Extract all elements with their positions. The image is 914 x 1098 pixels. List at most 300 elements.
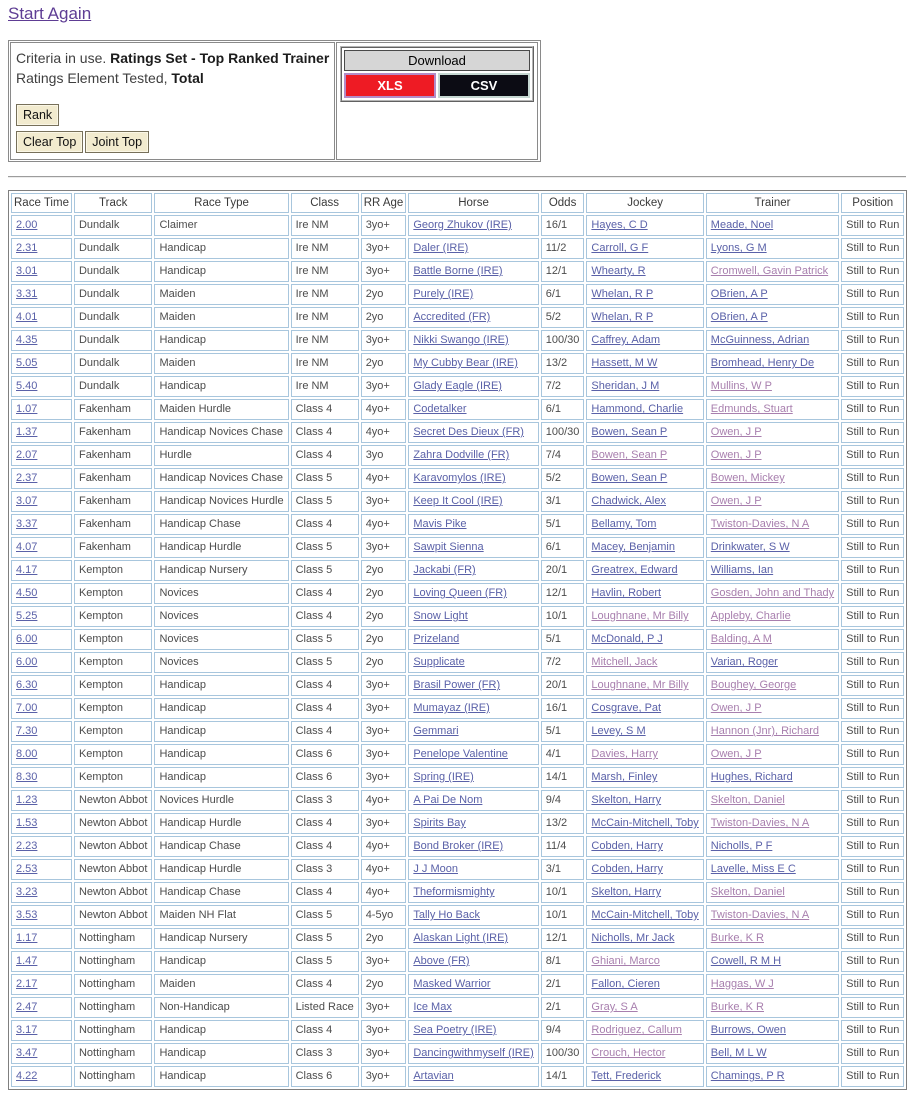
race-time-cell (11, 422, 72, 443)
trainer-cell (706, 928, 839, 949)
jockey-link[interactable]: Hassett, M W (591, 357, 658, 369)
race-time-cell (11, 629, 72, 650)
table-row (11, 698, 904, 719)
horse-link[interactable]: My Cubby Bear (IRE) (413, 357, 518, 369)
race-time-link[interactable]: 4.07 (16, 541, 38, 553)
rr-age-cell: 4yo+ (361, 422, 407, 443)
race-time-link[interactable]: 3.47 (16, 1047, 38, 1059)
race-time-cell (11, 583, 72, 604)
race-time-link[interactable]: 2.53 (16, 863, 38, 875)
race-time-link[interactable]: 7.00 (16, 702, 38, 714)
download-csv-button[interactable]: CSV (438, 73, 530, 98)
odds-cell: 5/1 (541, 721, 585, 742)
race-time-link[interactable]: 4.22 (16, 1070, 38, 1082)
jockey-cell (586, 905, 703, 926)
race-time-link[interactable]: 6.00 (16, 633, 38, 645)
trainer-link[interactable]: Bell, M L W (710, 1047, 767, 1059)
jockey-link[interactable]: Bowen, Sean P (591, 472, 668, 484)
track-cell: Fakenham (74, 399, 153, 420)
race-time-link[interactable]: 1.53 (16, 817, 38, 829)
position-cell: Still to Run (841, 698, 904, 719)
trainer-link[interactable]: Bowen, Mickey (710, 472, 785, 484)
race-time-cell (11, 445, 72, 466)
race-time-cell (11, 1020, 72, 1041)
race-time-link[interactable]: 5.05 (16, 357, 38, 369)
track-cell: Kempton (74, 629, 153, 650)
trainer-link[interactable]: Skelton, Daniel (710, 794, 785, 806)
horse-link[interactable]: Mavis Pike (413, 518, 467, 530)
jockey-link[interactable]: Cobden, Harry (591, 863, 663, 875)
track-cell: Nottingham (74, 1066, 153, 1087)
rr-age-cell: 3yo+ (361, 491, 407, 512)
trainer-link[interactable]: Boughey, George (710, 679, 797, 691)
jockey-link[interactable]: Bowen, Sean P (591, 449, 668, 461)
horse-link[interactable]: Artavian (413, 1070, 454, 1082)
horse-link[interactable]: Above (FR) (413, 955, 470, 967)
column-header-rr-age: RR Age (361, 193, 407, 213)
horse-cell (408, 583, 538, 604)
race-time-cell (11, 859, 72, 880)
class-cell: Ire NM (291, 238, 359, 259)
jockey-cell (586, 238, 703, 259)
rr-age-cell: 2yo (361, 974, 407, 995)
race-time-link[interactable]: 2.47 (16, 1001, 38, 1013)
jockey-cell (586, 376, 703, 397)
race-time-cell (11, 698, 72, 719)
horse-link[interactable]: Tally Ho Back (413, 909, 480, 921)
horse-link[interactable]: Sawpit Sienna (413, 541, 484, 553)
jockey-link[interactable]: Cobden, Harry (591, 840, 663, 852)
race-time-link[interactable]: 2.07 (16, 449, 38, 461)
rr-age-cell: 3yo+ (361, 698, 407, 719)
trainer-cell (706, 859, 839, 880)
jockey-cell (586, 790, 703, 811)
trainer-link[interactable]: Appleby, Charlie (710, 610, 791, 622)
class-cell: Ire NM (291, 284, 359, 305)
table-row (11, 560, 904, 581)
rr-age-cell: 3yo+ (361, 261, 407, 282)
rr-age-cell: 3yo+ (361, 951, 407, 972)
jockey-link[interactable]: Hayes, C D (591, 219, 648, 231)
trainer-cell (706, 445, 839, 466)
race-time-cell (11, 836, 72, 857)
rr-age-cell: 2yo (361, 353, 407, 374)
trainer-cell (706, 284, 839, 305)
horse-cell (408, 859, 538, 880)
jockey-cell (586, 675, 703, 696)
jockey-link[interactable]: Nicholls, Mr Jack (591, 932, 675, 944)
race-time-link[interactable]: 1.23 (16, 794, 38, 806)
jockey-link[interactable]: Whelan, R P (591, 311, 654, 323)
race-time-link[interactable]: 8.30 (16, 771, 38, 783)
position-cell: Still to Run (841, 744, 904, 765)
jockey-link[interactable]: Bowen, Sean P (591, 426, 668, 438)
trainer-link[interactable]: Lyons, G M (710, 242, 767, 254)
jockey-link[interactable]: Whearty, R (591, 265, 646, 277)
rr-age-cell: 3yo+ (361, 1020, 407, 1041)
horse-link[interactable]: A Pai De Nom (413, 794, 483, 806)
trainer-link[interactable]: Cromwell, Gavin Patrick (710, 265, 829, 277)
race-type-cell: Hurdle (154, 445, 288, 466)
trainer-cell (706, 399, 839, 420)
race-type-cell: Handicap (154, 330, 288, 351)
horse-link[interactable]: Battle Borne (IRE) (413, 265, 503, 277)
race-type-cell: Handicap (154, 376, 288, 397)
class-cell: Class 5 (291, 468, 359, 489)
jockey-link[interactable]: Davies, Harry (591, 748, 659, 760)
trainer-link[interactable]: Burke, K R (710, 932, 764, 944)
position-cell: Still to Run (841, 721, 904, 742)
horse-link[interactable]: Theformismighty (413, 886, 495, 898)
race-time-link[interactable]: 4.50 (16, 587, 38, 599)
jockey-link[interactable]: Chadwick, Alex (591, 495, 666, 507)
trainer-link[interactable]: Drinkwater, S W (710, 541, 790, 553)
horse-link[interactable]: Daler (IRE) (413, 242, 469, 254)
horse-link[interactable]: Codetalker (413, 403, 467, 415)
table-row (11, 721, 904, 742)
race-time-link[interactable]: 8.00 (16, 748, 38, 760)
jockey-link[interactable]: Marsh, Finley (591, 771, 658, 783)
race-time-link[interactable]: 2.23 (16, 840, 38, 852)
odds-cell: 6/1 (541, 537, 585, 558)
horse-cell (408, 376, 538, 397)
table-row (11, 330, 904, 351)
race-time-cell (11, 261, 72, 282)
position-cell: Still to Run (841, 882, 904, 903)
race-table (8, 190, 907, 1090)
odds-cell: 2/1 (541, 974, 585, 995)
trainer-cell (706, 974, 839, 995)
position-cell: Still to Run (841, 859, 904, 880)
race-time-cell (11, 675, 72, 696)
column-header-race-time: Race Time (11, 193, 72, 213)
jockey-cell (586, 836, 703, 857)
class-cell: Class 5 (291, 951, 359, 972)
race-time-link[interactable]: 1.17 (16, 932, 38, 944)
trainer-link[interactable]: Burrows, Owen (710, 1024, 786, 1036)
horse-link[interactable]: Supplicate (413, 656, 465, 668)
position-cell: Still to Run (841, 353, 904, 374)
trainer-link[interactable]: Hannon (Jnr), Richard (710, 725, 820, 737)
race-time-link[interactable]: 7.30 (16, 725, 38, 737)
position-cell: Still to Run (841, 284, 904, 305)
jockey-cell (586, 721, 703, 742)
table-row (11, 1066, 904, 1087)
jockey-link[interactable]: Loughnane, Mr Billy (591, 610, 689, 622)
horse-link[interactable]: Gemmari (413, 725, 459, 737)
jockey-cell (586, 1066, 703, 1087)
horse-link[interactable]: Bond Broker (IRE) (413, 840, 504, 852)
table-row (11, 859, 904, 880)
race-time-cell (11, 974, 72, 995)
jockey-cell (586, 1043, 703, 1064)
position-cell: Still to Run (841, 974, 904, 995)
odds-cell: 7/2 (541, 652, 585, 673)
jockey-link[interactable]: Greatrex, Edward (591, 564, 678, 576)
race-time-cell (11, 813, 72, 834)
jockey-link[interactable]: Havlin, Robert (591, 587, 662, 599)
table-row (11, 353, 904, 374)
class-cell: Class 3 (291, 1043, 359, 1064)
race-type-cell: Novices (154, 652, 288, 673)
race-time-link[interactable]: 3.53 (16, 909, 38, 921)
jockey-link[interactable]: Carroll, G F (591, 242, 649, 254)
horse-link[interactable]: Mumayaz (IRE) (413, 702, 490, 714)
race-time-link[interactable]: 2.17 (16, 978, 38, 990)
rr-age-cell: 4yo+ (361, 514, 407, 535)
race-time-link[interactable]: 6.30 (16, 679, 38, 691)
table-row (11, 836, 904, 857)
jockey-link[interactable]: Crouch, Hector (591, 1047, 666, 1059)
jockey-link[interactable]: Hammond, Charlie (591, 403, 684, 415)
rr-age-cell: 3yo+ (361, 1066, 407, 1087)
jockey-link[interactable]: McDonald, P J (591, 633, 663, 645)
horse-link[interactable]: Accredited (FR) (413, 311, 491, 323)
trainer-link[interactable]: Bromhead, Henry De (710, 357, 815, 369)
jockey-cell (586, 330, 703, 351)
trainer-link[interactable]: McGuinness, Adrian (710, 334, 810, 346)
jockey-link[interactable]: Caffrey, Adam (591, 334, 661, 346)
race-time-link[interactable]: 2.00 (16, 219, 38, 231)
trainer-cell (706, 537, 839, 558)
trainer-link[interactable]: Nicholls, P F (710, 840, 773, 852)
trainer-link[interactable]: Williams, Ian (710, 564, 774, 576)
horse-link[interactable]: Purely (IRE) (413, 288, 474, 300)
race-type-cell: Maiden (154, 353, 288, 374)
race-time-link[interactable]: 5.40 (16, 380, 38, 392)
trainer-link[interactable]: Owen, J P (710, 426, 762, 438)
trainer-link[interactable]: Meade, Noel (710, 219, 774, 231)
trainer-link[interactable]: Owen, J P (710, 449, 762, 461)
horse-link[interactable]: Snow Light (413, 610, 468, 622)
odds-cell: 100/30 (541, 422, 585, 443)
class-cell: Class 4 (291, 445, 359, 466)
horse-link[interactable]: Ice Max (413, 1001, 452, 1013)
horse-link[interactable]: J J Moon (413, 863, 458, 875)
jockey-link[interactable]: Sheridan, J M (591, 380, 660, 392)
horse-link[interactable]: Dancingwithmyself (IRE) (413, 1047, 534, 1059)
race-type-cell: Handicap Novices Hurdle (154, 491, 288, 512)
race-time-cell (11, 468, 72, 489)
race-time-link[interactable]: 2.37 (16, 472, 38, 484)
horse-link[interactable]: Sea Poetry (IRE) (413, 1024, 497, 1036)
trainer-link[interactable]: Skelton, Daniel (710, 886, 785, 898)
horse-link[interactable]: Spring (IRE) (413, 771, 474, 783)
race-time-link[interactable]: 3.37 (16, 518, 38, 530)
trainer-link[interactable]: Cowell, R M H (710, 955, 782, 967)
trainer-cell (706, 261, 839, 282)
trainer-cell (706, 238, 839, 259)
jockey-link[interactable]: Macey, Benjamin (591, 541, 675, 553)
race-time-link[interactable]: 3.07 (16, 495, 38, 507)
track-cell: Dundalk (74, 330, 153, 351)
trainer-link[interactable]: Twiston-Davies, N A (710, 817, 810, 829)
jockey-link[interactable]: Mitchell, Jack (591, 656, 658, 668)
track-cell: Fakenham (74, 445, 153, 466)
track-cell: Dundalk (74, 284, 153, 305)
trainer-link[interactable]: Haggas, W J (710, 978, 774, 990)
rank-button[interactable]: Rank (16, 104, 59, 126)
trainer-link[interactable]: OBrien, A P (710, 311, 768, 323)
horse-link[interactable]: Zahra Dodville (FR) (413, 449, 510, 461)
race-time-cell (11, 905, 72, 926)
track-cell: Nottingham (74, 1020, 153, 1041)
trainer-link[interactable]: Lavelle, Miss E C (710, 863, 796, 875)
clear-top-button[interactable]: Clear Top (16, 131, 83, 153)
jockey-link[interactable]: Ghiani, Marco (591, 955, 660, 967)
jockey-link[interactable]: Bellamy, Tom (591, 518, 657, 530)
race-time-link[interactable]: 4.01 (16, 311, 38, 323)
download-cell (336, 42, 538, 160)
rr-age-cell: 2yo (361, 583, 407, 604)
race-time-cell (11, 767, 72, 788)
rr-age-cell: 2yo (361, 652, 407, 673)
race-time-link[interactable]: 3.23 (16, 886, 38, 898)
jockey-cell (586, 307, 703, 328)
race-time-link[interactable]: 4.35 (16, 334, 38, 346)
horse-link[interactable]: Masked Warrior (413, 978, 491, 990)
odds-cell: 7/4 (541, 445, 585, 466)
race-time-link[interactable]: 6.00 (16, 656, 38, 668)
horse-link[interactable]: Brasil Power (FR) (413, 679, 501, 691)
jockey-link[interactable]: Skelton, Harry (591, 794, 662, 806)
jockey-cell (586, 629, 703, 650)
race-table-body (11, 215, 904, 1087)
joint-top-button[interactable]: Joint Top (85, 131, 149, 153)
race-type-cell: Maiden (154, 284, 288, 305)
start-again-link[interactable]: Start Again (8, 4, 92, 23)
jockey-link[interactable]: Loughnane, Mr Billy (591, 679, 689, 691)
table-row (11, 675, 904, 696)
class-cell: Ire NM (291, 353, 359, 374)
trainer-link[interactable]: Gosden, John and Thady (710, 587, 835, 599)
race-type-cell: Handicap (154, 721, 288, 742)
jockey-link[interactable]: Skelton, Harry (591, 886, 662, 898)
trainer-link[interactable]: Edmunds, Stuart (710, 403, 793, 415)
horse-link[interactable]: Karavomylos (IRE) (413, 472, 506, 484)
jockey-link[interactable]: Rodriguez, Callum (591, 1024, 682, 1036)
race-type-cell: Handicap (154, 1066, 288, 1087)
trainer-link[interactable]: Varian, Roger (710, 656, 778, 668)
horse-link[interactable]: Spirits Bay (413, 817, 466, 829)
horse-link[interactable]: Alaskan Light (IRE) (413, 932, 509, 944)
trainer-cell (706, 836, 839, 857)
horse-link[interactable]: Secret Des Dieux (FR) (413, 426, 524, 438)
trainer-link[interactable]: Hughes, Richard (710, 771, 793, 783)
jockey-cell (586, 284, 703, 305)
race-type-cell: Non-Handicap (154, 997, 288, 1018)
table-row (11, 652, 904, 673)
jockey-link[interactable]: Fallon, Cieren (591, 978, 660, 990)
table-row (11, 1043, 904, 1064)
race-time-link[interactable]: 3.01 (16, 265, 38, 277)
table-row (11, 215, 904, 236)
trainer-link[interactable]: Owen, J P (710, 495, 762, 507)
horse-cell (408, 721, 538, 742)
trainer-link[interactable]: Owen, J P (710, 748, 762, 760)
odds-cell: 14/1 (541, 1066, 585, 1087)
jockey-link[interactable]: McCain-Mitchell, Toby (591, 817, 699, 829)
horse-link[interactable]: Georg Zhukov (IRE) (413, 219, 512, 231)
track-cell: Nottingham (74, 951, 153, 972)
jockey-link[interactable]: Gray, S A (591, 1001, 638, 1013)
rr-age-cell: 3yo+ (361, 813, 407, 834)
race-time-link[interactable]: 5.25 (16, 610, 38, 622)
odds-cell: 20/1 (541, 675, 585, 696)
rr-age-cell: 4yo+ (361, 790, 407, 811)
jockey-cell (586, 928, 703, 949)
trainer-cell (706, 675, 839, 696)
position-cell: Still to Run (841, 560, 904, 581)
trainer-cell (706, 606, 839, 627)
trainer-link[interactable]: Burke, K R (710, 1001, 764, 1013)
position-cell: Still to Run (841, 399, 904, 420)
horse-link[interactable]: Loving Queen (FR) (413, 587, 507, 599)
race-type-cell: Handicap (154, 675, 288, 696)
trainer-link[interactable]: Mullins, W P (710, 380, 772, 392)
track-cell: Dundalk (74, 261, 153, 282)
jockey-link[interactable]: Whelan, R P (591, 288, 654, 300)
class-cell: Class 3 (291, 790, 359, 811)
horse-cell (408, 422, 538, 443)
position-cell: Still to Run (841, 675, 904, 696)
trainer-link[interactable]: Owen, J P (710, 702, 762, 714)
race-type-cell: Handicap (154, 767, 288, 788)
column-header-race-type: Race Type (154, 193, 288, 213)
criteria-ratings-set: Ratings Set - Top Ranked Trainer (110, 50, 330, 66)
race-time-link[interactable]: 2.31 (16, 242, 38, 254)
table-row (11, 905, 904, 926)
horse-link[interactable]: Nikki Swango (IRE) (413, 334, 509, 346)
jockey-link[interactable]: Tett, Frederick (591, 1070, 662, 1082)
race-time-link[interactable]: 3.17 (16, 1024, 38, 1036)
jockey-cell (586, 560, 703, 581)
horse-link[interactable]: Prizeland (413, 633, 460, 645)
race-type-cell: Maiden Hurdle (154, 399, 288, 420)
horse-link[interactable]: Glady Eagle (IRE) (413, 380, 502, 392)
trainer-link[interactable]: OBrien, A P (710, 288, 768, 300)
jockey-cell (586, 468, 703, 489)
jockey-link[interactable]: McCain-Mitchell, Toby (591, 909, 699, 921)
track-cell: Kempton (74, 560, 153, 581)
race-time-link[interactable]: 1.47 (16, 955, 38, 967)
race-time-link[interactable]: 1.07 (16, 403, 38, 415)
trainer-link[interactable]: Twiston-Davies, N A (710, 909, 810, 921)
trainer-cell (706, 744, 839, 765)
horse-link[interactable]: Penelope Valentine (413, 748, 508, 760)
odds-cell: 6/1 (541, 284, 585, 305)
horse-link[interactable]: Keep It Cool (IRE) (413, 495, 503, 507)
trainer-cell (706, 514, 839, 535)
race-time-link[interactable]: 1.37 (16, 426, 38, 438)
table-row (11, 974, 904, 995)
race-time-link[interactable]: 3.31 (16, 288, 38, 300)
trainer-link[interactable]: Chamings, P R (710, 1070, 785, 1082)
race-time-cell (11, 652, 72, 673)
table-row (11, 238, 904, 259)
jockey-link[interactable]: Levey, S M (591, 725, 646, 737)
download-table (340, 46, 534, 102)
odds-cell: 4/1 (541, 744, 585, 765)
race-time-link[interactable]: 4.17 (16, 564, 38, 576)
trainer-link[interactable]: Twiston-Davies, N A (710, 518, 810, 530)
download-xls-button[interactable]: XLS (344, 73, 436, 98)
trainer-link[interactable]: Balding, A M (710, 633, 772, 645)
horse-link[interactable]: Jackabi (FR) (413, 564, 476, 576)
jockey-link[interactable]: Cosgrave, Pat (591, 702, 662, 714)
race-type-cell: Handicap Chase (154, 836, 288, 857)
position-cell: Still to Run (841, 583, 904, 604)
